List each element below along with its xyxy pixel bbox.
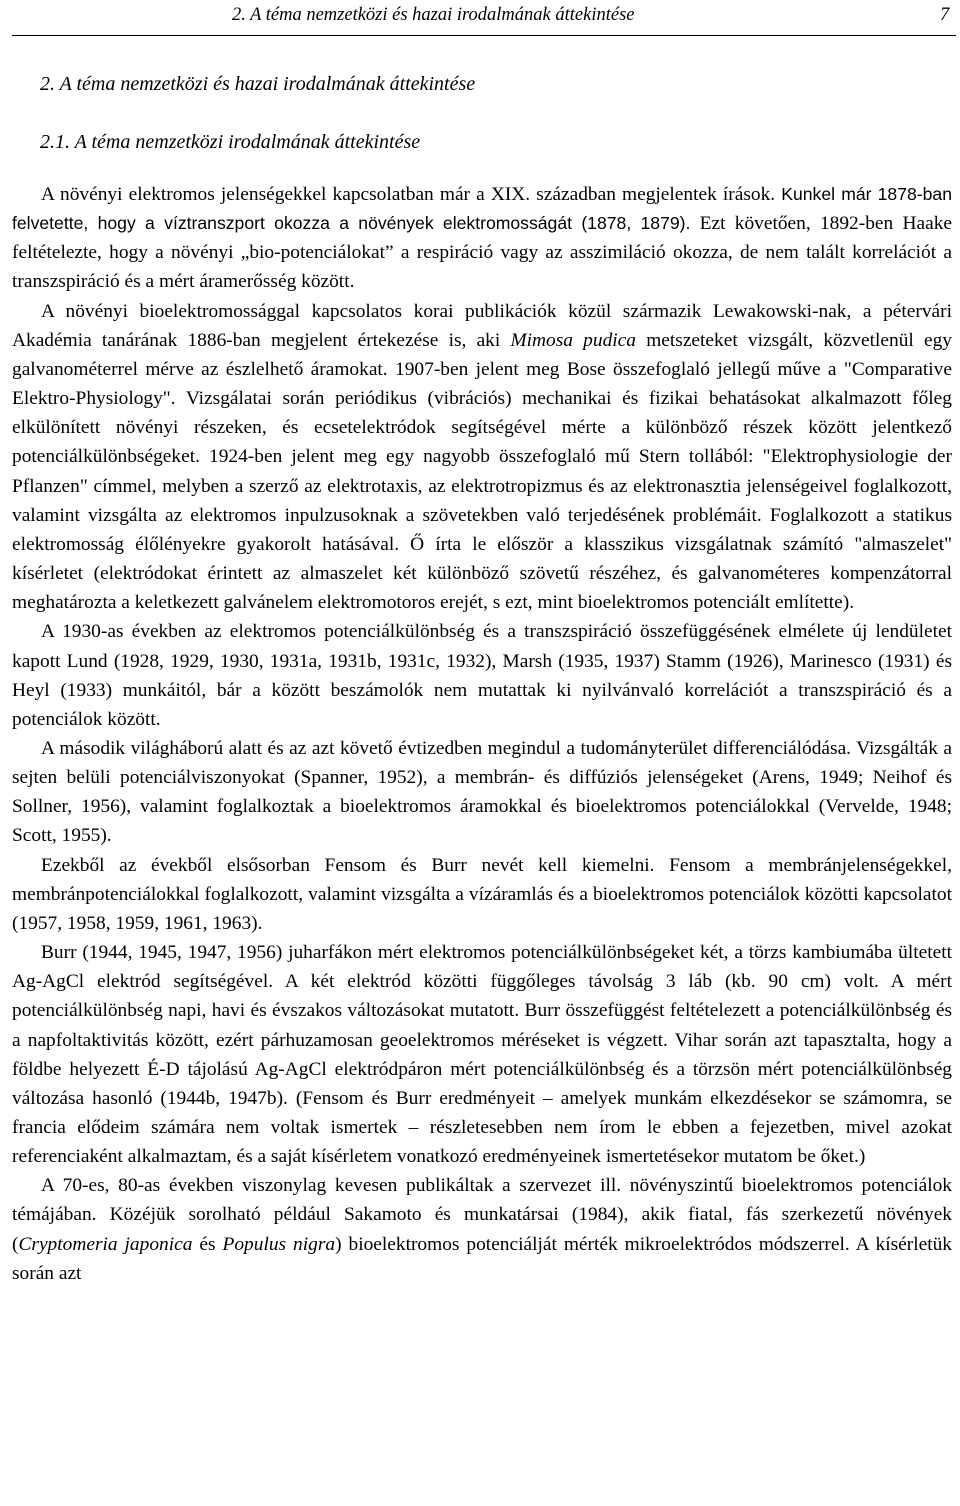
running-header-title: 2. A téma nemzetközi és hazai irodalmának áttekintése bbox=[232, 5, 635, 25]
paragraph-1 bbox=[12, 180, 952, 297]
paragraph-6: Burr (1944, 1945, 1947, 1956) juharfákon mért elektromos potenciálkülönbségeket két, a törzs kambiumába ültetett Ag-AgCl elektród segítségével. A két elektród közötti függőleges távolság 3 láb (kb. 90 cm) volt. A mért potenciálkülönbség napi, havi és évszakos változásokat mutatott. Burr összefüggést feltételezett a potenciálkülönbség és a napfoltaktivitás között, ezért párhuzamosan geoelektromos méréseket is végzett. Vihar során azt tapasztalta, hogy a földbe helyezett É-D tájolású Ag-AgCl elektródpáron mért potenciálkülönbség és a törzsön mért potenciálkülönbség változása hasonló (1944b, 1947b). (Fensom és Burr eredményeit – amelyek munkám elkezdésekor se számomra, se francia elődeim számára nem voltak ismertek – részletesebben nem írom le ebben a fejezetben, mivel azokat referenciaként alkalmaztam, és a saját kísérletem vonatkozó eredményeinek ismertetésekor mutatom be őket.) bbox=[12, 942, 952, 1168]
running-header bbox=[0, 0, 960, 40]
paragraph-4: A második világháború alatt és az azt követő évtizedben megindul a tudományterület differenciálódása. Vizsgálták a sejten belüli potenciálviszonyokat (Spanner, 1952), a membrán- és diffúziós jelenségeket (Arens, 1949; Neihof és Sollner, 1956), valamint foglalkoztak a bioelektromos áramokkal és bioelektromos potenciálokkal (Vervelde, 1948; Scott, 1955). bbox=[12, 737, 952, 847]
header-rule bbox=[12, 35, 956, 36]
p7-text-e: ) bioelektromos potenciálját mérték mikroelektródos módszerrel. A kísérletük során azt bbox=[12, 1233, 952, 1284]
p1-text-c: Ezt követően, 1892-ben Haake feltételezte, hogy a növényi „bio-potenciálokat” a respiráció vagy az asszimiláció okozza, de nem talált korrelációt a transzspiráció és a mért áramerősség között. bbox=[12, 213, 952, 293]
body-text bbox=[12, 180, 952, 1288]
paragraph-2 bbox=[12, 297, 952, 618]
p2-species-name: Mimosa pudica bbox=[510, 329, 636, 351]
paragraph-7 bbox=[12, 1171, 952, 1288]
p7-species-name-2: Populus nigra bbox=[222, 1233, 336, 1255]
page-number: 7 bbox=[940, 5, 950, 25]
chapter-heading: 2. A téma nemzetközi és hazai irodalmának áttekintése bbox=[40, 73, 476, 95]
section-heading: 2.1. A téma nemzetközi irodalmának áttekintése bbox=[40, 131, 421, 153]
p7-text-a: A 70-es, 80-as években viszonylag kevesen publikáltak a szervezet ill. növényszintű bioelektromos potenciálok témájában. Közéjük sorolható például Sakamoto és munkatársai (1984), akik fiatal, fás szerkezetű növények ( bbox=[12, 1175, 952, 1255]
paragraph-5: Ezekből az évekből elsősorban Fensom és Burr nevét kell kiemelni. Fensom a membránjelenségekkel, membránpotenciálokkal foglalkozott, valamint vizsgálta a vízáramlás és a bioelektromos potenciálok közötti kapcsolatot (1957, 1958, 1959, 1961, 1963). bbox=[12, 854, 952, 934]
p2-text-c: metszeteket vizsgált, közvetlenül egy galvanométerrel mérve az észlelhető áramokat. 1907-ben jelent meg Bose összefoglaló jellegű műve a "Comparative Elektro-Physiology". Vizsgálatai során periódikus (vibrációs) mechanikai és fizikai behatásokat alkalmazott főleg elkülönített növényi részeken, és ecsetelektródok segítségével mérte a különböző részek között jelentkező potenciálkülönbségeket. 1924-ben jelent meg egy nagyobb összefoglaló mű Stern tollából: "Elektrophysiologie der Pflanzen" címmel, melyben a szerző az elektrotaxis, az elektrotropizmus és az elektronasztia jelenségeivel foglalkozott, valamint vizsgálta az elektromos inpulzusoknak a szövetekben való terjedésének problémáit. Foglalkozott a statikus elektromosság élőlényekre gyakorolt hatásával. Ő írta le először a klasszikus vizsgálatnak számító "almaszelet" kísérletet (elektródokat érintett az almaszelet két különböző szövetű részéhez, és galvanométeres kompenzátorral meghatározta a keletkezett galvánelem elektromotoros erejét, s ezt, mint bioelektromos potenciált említette). bbox=[12, 329, 952, 614]
p7-text-c: és bbox=[192, 1233, 223, 1255]
paragraph-3: A 1930-as években az elektromos potenciálkülönbség és a transzspiráció összefüggésének elmélete új lendületet kapott Lund (1928, 1929, 1930, 1931a, 1931b, 1931c, 1932), Marsh (1935, 1937) Stamm (1926), Marinesco (1931) és Heyl (1933) munkáitól, bár a között beszámolók nem mutattak ki nyilvánvaló korrelációt a transzspiráció és a potenciálok között. bbox=[12, 621, 952, 730]
p2-text-a: A növényi bioelektromossággal kapcsolatos korai publikációk közül származik Lewakowski-nak, a pétervári Akadémia tanárának 1886-ban megjelent értekezése is, aki bbox=[12, 300, 952, 351]
p1-text-b: Kunkel már 1878-ban felvetette, hogy a víztranszport okozza a növények elektromosságát (1878, 1879). bbox=[12, 184, 952, 234]
p1-text-a: A növényi elektromos jelenségekkel kapcsolatban már a XIX. században megjelentek írások. bbox=[41, 184, 782, 205]
p7-species-name-1: Cryptomeria japonica bbox=[18, 1233, 193, 1255]
